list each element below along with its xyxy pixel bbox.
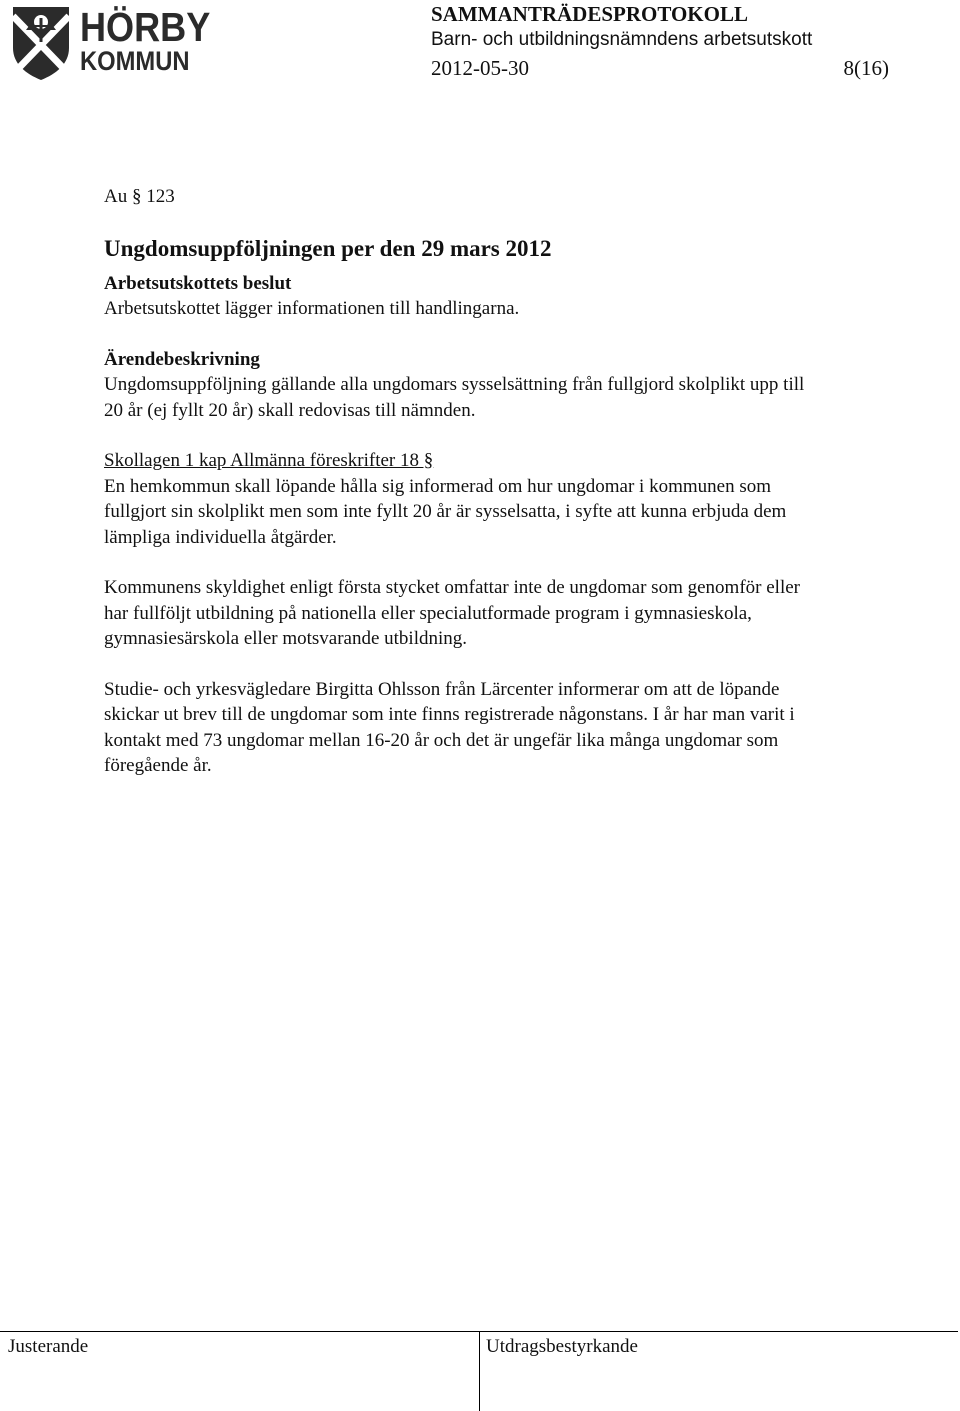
decision-text: Arbetsutskottet lägger informationen till handlingarna. xyxy=(104,298,520,319)
item-title: Ungdomsuppföljningen per den 29 mars 2012 xyxy=(104,235,552,261)
committee-name: Barn- och utbildningsnämndens arbetsutskott xyxy=(431,29,813,50)
description-text: Ungdomsuppföljning gällande alla ungdomars sysselsättning från fullgjord skolplikt upp till 20 år (ej fyllt 20 år) skall redovisas till nämnden. xyxy=(104,374,805,421)
obligation-text: Kommunens skyldighet enligt första stycket omfattar inte de ungdomar som genomför eller har fullföljt utbildning på nationella eller specialutformade program i gymnasieskola, gymnasiesärskola eller motsvarande utbildning. xyxy=(104,577,800,649)
document-body xyxy=(104,184,824,779)
document-type: SAMMANTRÄDESPROTOKOLL xyxy=(431,2,748,26)
page-number: 8(16) xyxy=(843,56,889,80)
information-text: Studie- och yrkesvägledare Birgitta Ohlsson från Lärcenter informerar om att de löpande skickar ut brev till de ungdomar som inte finns registrerade någonstans. I år har man varit i kontakt med 73 ungdomar mellan 16-20 år och det är ungefär lika många ungdomar som föregående år. xyxy=(104,678,795,776)
logo-subtitle: KOMMUN xyxy=(80,46,190,76)
utdragsbestyrkande-label: Utdragsbestyrkande xyxy=(486,1336,638,1357)
section-reference: Au § 123 xyxy=(104,186,175,207)
signature-footer xyxy=(0,1331,958,1411)
law-text: En hemkommun skall löpande hålla sig informerad om hur ungdomar i kommunen som fullgjort sin skolplikt men som inte fyllt 20 år är sysselsatta, i syfte att kunna erbjuda dem lämpliga individuella åtgärder. xyxy=(104,475,787,548)
decision-heading: Arbetsutskottets beslut xyxy=(104,272,292,294)
logo-wordmark: HÖRBY xyxy=(80,4,211,50)
law-reference: Skollagen 1 kap Allmänna föreskrifter 18 § xyxy=(104,450,434,471)
description-heading: Ärendebeskrivning xyxy=(104,348,260,370)
document-header xyxy=(431,2,901,83)
coat-of-arms-icon xyxy=(10,4,72,82)
footer-divider xyxy=(479,1332,480,1411)
header-dateline xyxy=(431,53,901,83)
meeting-date: 2012-05-30 xyxy=(431,56,529,80)
justerande-label: Justerande xyxy=(8,1336,89,1357)
municipality-logo xyxy=(10,4,211,84)
